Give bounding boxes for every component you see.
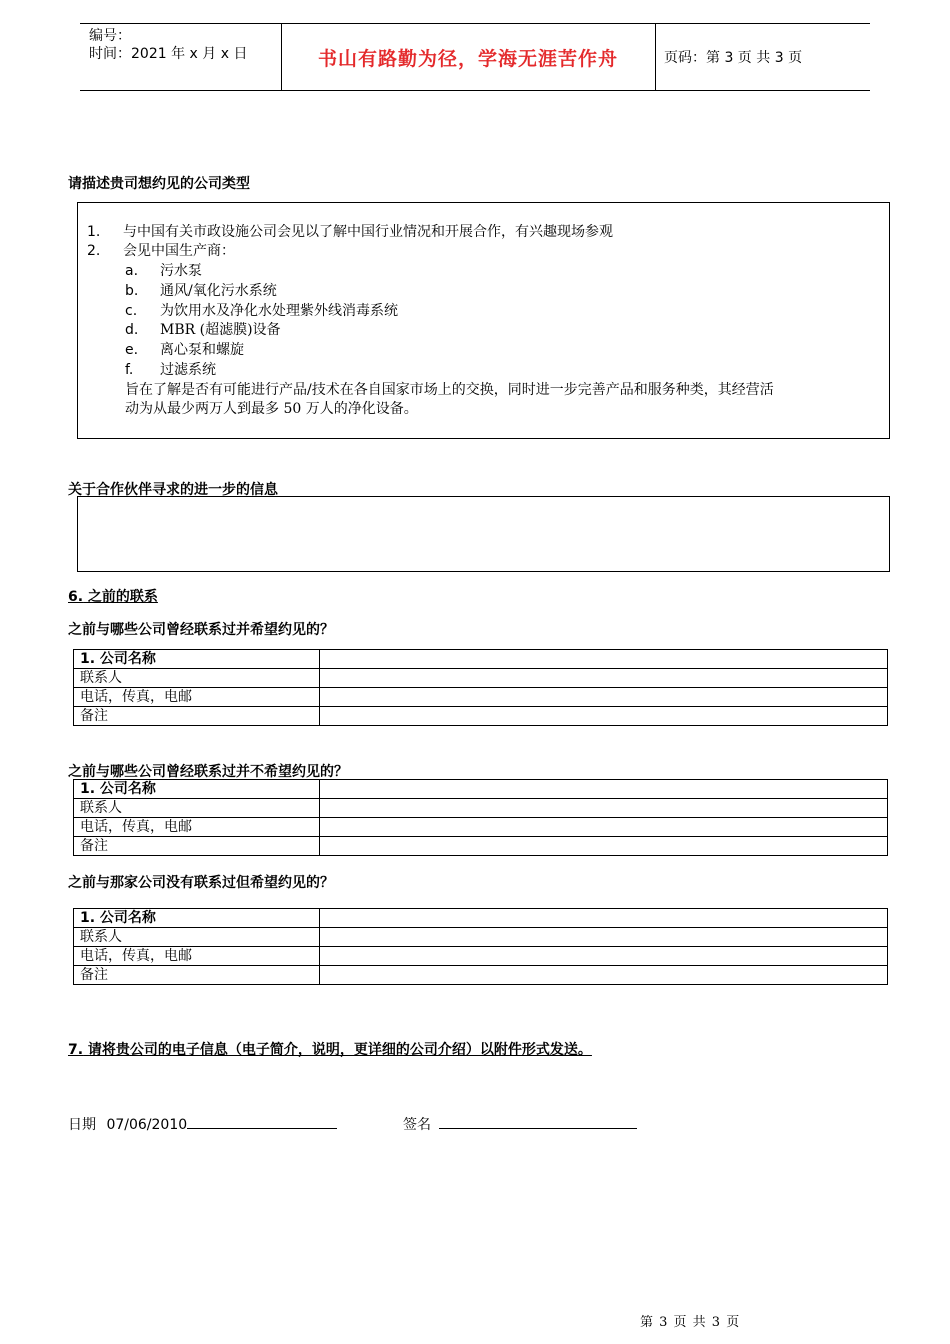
date-label: 日期 <box>68 1117 96 1133</box>
sub-item-text: 通风/氧化污水系统 <box>160 283 277 299</box>
company-name-label <box>74 650 320 669</box>
footer-page-number: 第 3 页 共 3 页 <box>640 1315 741 1330</box>
sub-item-text: 过滤系统 <box>160 362 216 378</box>
table-row <box>74 650 888 669</box>
purpose-paragraph-line-1: 旨在了解是否有可能进行产品/技术在各自国家市场上的交换，同时进一步完善产品和服务种类，其经营活 <box>125 382 774 398</box>
header-motto: 书山有路勤为径，学海无涯苦作舟 <box>317 48 618 70</box>
table-row <box>74 669 888 688</box>
table-row <box>74 799 888 818</box>
notes-field[interactable] <box>320 707 888 726</box>
contact-person-label: 联系人 <box>74 669 320 688</box>
company-name-label <box>74 780 320 799</box>
table-row <box>74 707 888 726</box>
table-row <box>74 966 888 985</box>
company-name-text: 公司名称 <box>95 781 156 797</box>
item-2-number: 2. <box>87 243 101 259</box>
phone-fax-email-field[interactable] <box>320 688 888 707</box>
sub-item-letter: a. <box>125 263 139 279</box>
partner-info-heading: 关于合作伙伴寻求的进一步的信息 <box>68 482 278 498</box>
row-number: 1. <box>80 910 96 926</box>
header-time-label: 时间：2021 年 x 月 x 日 <box>89 46 248 62</box>
header-code-label: 编号： <box>89 28 131 44</box>
sub-item-letter: e. <box>125 342 139 358</box>
table-row <box>74 947 888 966</box>
phone-fax-email-label: 电话，传真，电邮 <box>74 818 320 837</box>
company-type-box <box>77 202 890 439</box>
phone-fax-email-label: 电话，传真，电邮 <box>74 947 320 966</box>
header-page-label: 页码：第 3 页 共 3 页 <box>664 50 803 66</box>
row-number: 1. <box>80 781 96 797</box>
row-number: 1. <box>80 651 96 667</box>
header-divider-2 <box>655 23 656 90</box>
partner-info-field[interactable] <box>77 496 890 572</box>
company-name-text: 公司名称 <box>95 910 156 926</box>
company-name-label <box>74 909 320 928</box>
item-2-text: 会见中国生产商： <box>123 243 235 259</box>
section-6-heading <box>68 586 158 606</box>
sub-item-letter: d. <box>125 322 139 338</box>
notes-label: 备注 <box>74 837 320 856</box>
table-row <box>74 909 888 928</box>
sub-item-text: 污水泵 <box>160 263 202 279</box>
question-contacted-want: 之前与哪些公司曾经联系过并希望约见的？ <box>68 622 334 638</box>
question-not-contacted-want: 之前与那家公司没有联系过但希望约见的？ <box>68 875 334 891</box>
contact-person-field[interactable] <box>320 928 888 947</box>
contact-table-3 <box>73 908 888 985</box>
section-7-title: 请将贵公司的电子信息（电子简介，说明，更详细的公司介绍）以附件形式发送。 <box>83 1042 592 1058</box>
section-7-heading <box>68 1039 592 1059</box>
table-row <box>74 928 888 947</box>
question-contacted-not-want: 之前与哪些公司曾经联系过并不希望约见的？ <box>68 764 348 780</box>
item-1-text: 与中国有关市政设施公司会见以了解中国行业情况和开展合作，有兴趣现场参观 <box>123 224 613 240</box>
purpose-paragraph-line-2: 动为从最少两万人到最多 50 万人的净化设备。 <box>125 401 418 417</box>
sub-item-text: MBR (超滤膜)设备 <box>160 322 281 338</box>
table-row <box>74 780 888 799</box>
header-top-rule <box>80 23 870 24</box>
notes-label: 备注 <box>74 966 320 985</box>
notes-field[interactable] <box>320 966 888 985</box>
sub-item-text: 为饮用水及净化水处理紫外线消毒系统 <box>160 303 398 319</box>
table-row <box>74 688 888 707</box>
section-7-number: 7. <box>68 1042 84 1058</box>
sub-item-text: 离心泵和螺旋 <box>160 342 244 358</box>
contact-table-1 <box>73 649 888 726</box>
notes-field[interactable] <box>320 837 888 856</box>
section-6-title: 之前的联系 <box>83 589 158 605</box>
header-bottom-rule <box>80 90 870 91</box>
signature-underline[interactable] <box>439 1114 637 1129</box>
signature-line <box>403 1114 637 1134</box>
section-6-number: 6. <box>68 589 84 605</box>
company-name-field[interactable] <box>320 650 888 669</box>
contact-person-field[interactable] <box>320 669 888 688</box>
phone-fax-email-label: 电话，传真，电邮 <box>74 688 320 707</box>
notes-label: 备注 <box>74 707 320 726</box>
sub-item-letter: f. <box>125 362 134 378</box>
contact-person-field[interactable] <box>320 799 888 818</box>
date-line <box>68 1114 337 1134</box>
table-row <box>74 818 888 837</box>
date-value: 07/06/2010 <box>106 1117 188 1133</box>
item-1-number: 1. <box>87 224 101 240</box>
sub-item-letter: c. <box>125 303 138 319</box>
contact-table-2 <box>73 779 888 856</box>
signature-label: 签名 <box>403 1117 431 1133</box>
company-type-heading: 请描述贵司想约见的公司类型 <box>68 176 250 192</box>
phone-fax-email-field[interactable] <box>320 818 888 837</box>
company-name-field[interactable] <box>320 909 888 928</box>
company-name-text: 公司名称 <box>95 651 156 667</box>
contact-person-label: 联系人 <box>74 928 320 947</box>
company-name-field[interactable] <box>320 780 888 799</box>
table-row <box>74 837 888 856</box>
contact-person-label: 联系人 <box>74 799 320 818</box>
date-underline[interactable] <box>187 1114 337 1129</box>
sub-item-letter: b. <box>125 283 139 299</box>
phone-fax-email-field[interactable] <box>320 947 888 966</box>
